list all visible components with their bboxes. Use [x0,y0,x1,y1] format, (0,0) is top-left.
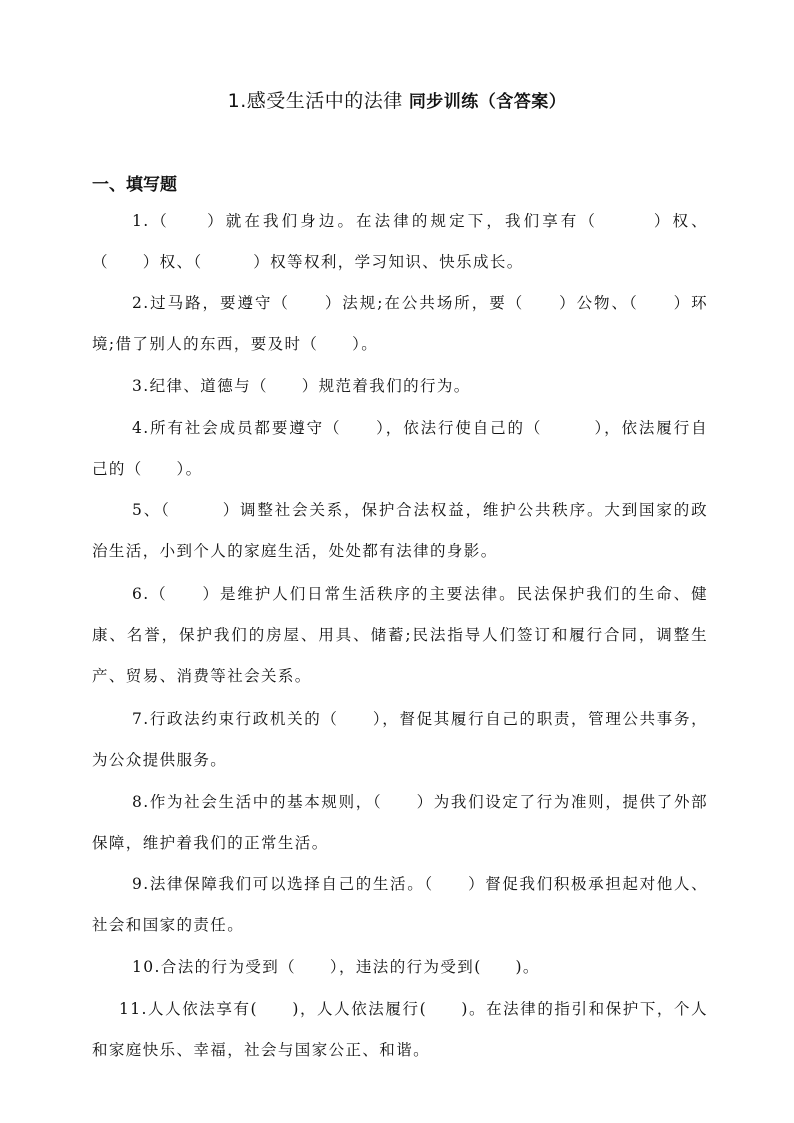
document-title [0,86,794,113]
title-subtitle: 同步训练（含答案） [408,92,567,112]
question-2: 2.过马路，要遵守（ ）法规;在公共场所，要（ ）公物、（ ）环境;借了别人的东西，要及时（ ）。 [92,294,708,353]
question-5: 5、（ ）调整社会关系，保护合法权益，维护公共秩序。大到国家的政治生活，小到个人的家庭生活，处处都有法律的身影。 [92,501,708,560]
question-3: 3.纪律、道德与（ ）规范着我们的行为。 [132,377,471,395]
question-6: 6.（ ）是维护人们日常生活秩序的主要法律。民法保护我们的生命、健康、名誉，保护我们的房屋、用具、储蓄;民法指导人们签订和履行合同，调整生产、贸易、消费等社会关系。 [92,585,708,685]
title-main: 1.感受生活中的法律 [227,90,403,112]
question-9: 9.法律保障我们可以选择自己的生活。（ ）督促我们积极承担起对他人、社会和国家的责任。 [92,875,708,934]
question-7: 7.行政法约束行政机关的（ ），督促其履行自己的职责，管理公共事务，为公众提供服务。 [92,710,708,769]
question-8: 8.作为社会生活中的基本规则，（ ）为我们设定了行为准则，提供了外部保障，维护着我们的正常生活。 [92,793,708,852]
section-heading: 一、填写题 [92,175,177,195]
question-11: 11.人人依法享有( )，人人依法履行( )。在法律的指引和保护下，个人和家庭快乐、幸福，社会与国家公正、和谐。 [92,1000,708,1059]
question-4: 4.所有社会成员都要遵守（ ），依法行使自己的（ ），依法履行自己的（ ）。 [92,419,708,478]
question-10: 10.合法的行为受到（ ），违法的行为受到( )。 [132,958,540,976]
question-1: 1.（ ）就在我们身边。在法律的规定下，我们享有（ ）权、（ ）权、（ ）权等权利，学习知识、快乐成长。 [92,212,708,271]
